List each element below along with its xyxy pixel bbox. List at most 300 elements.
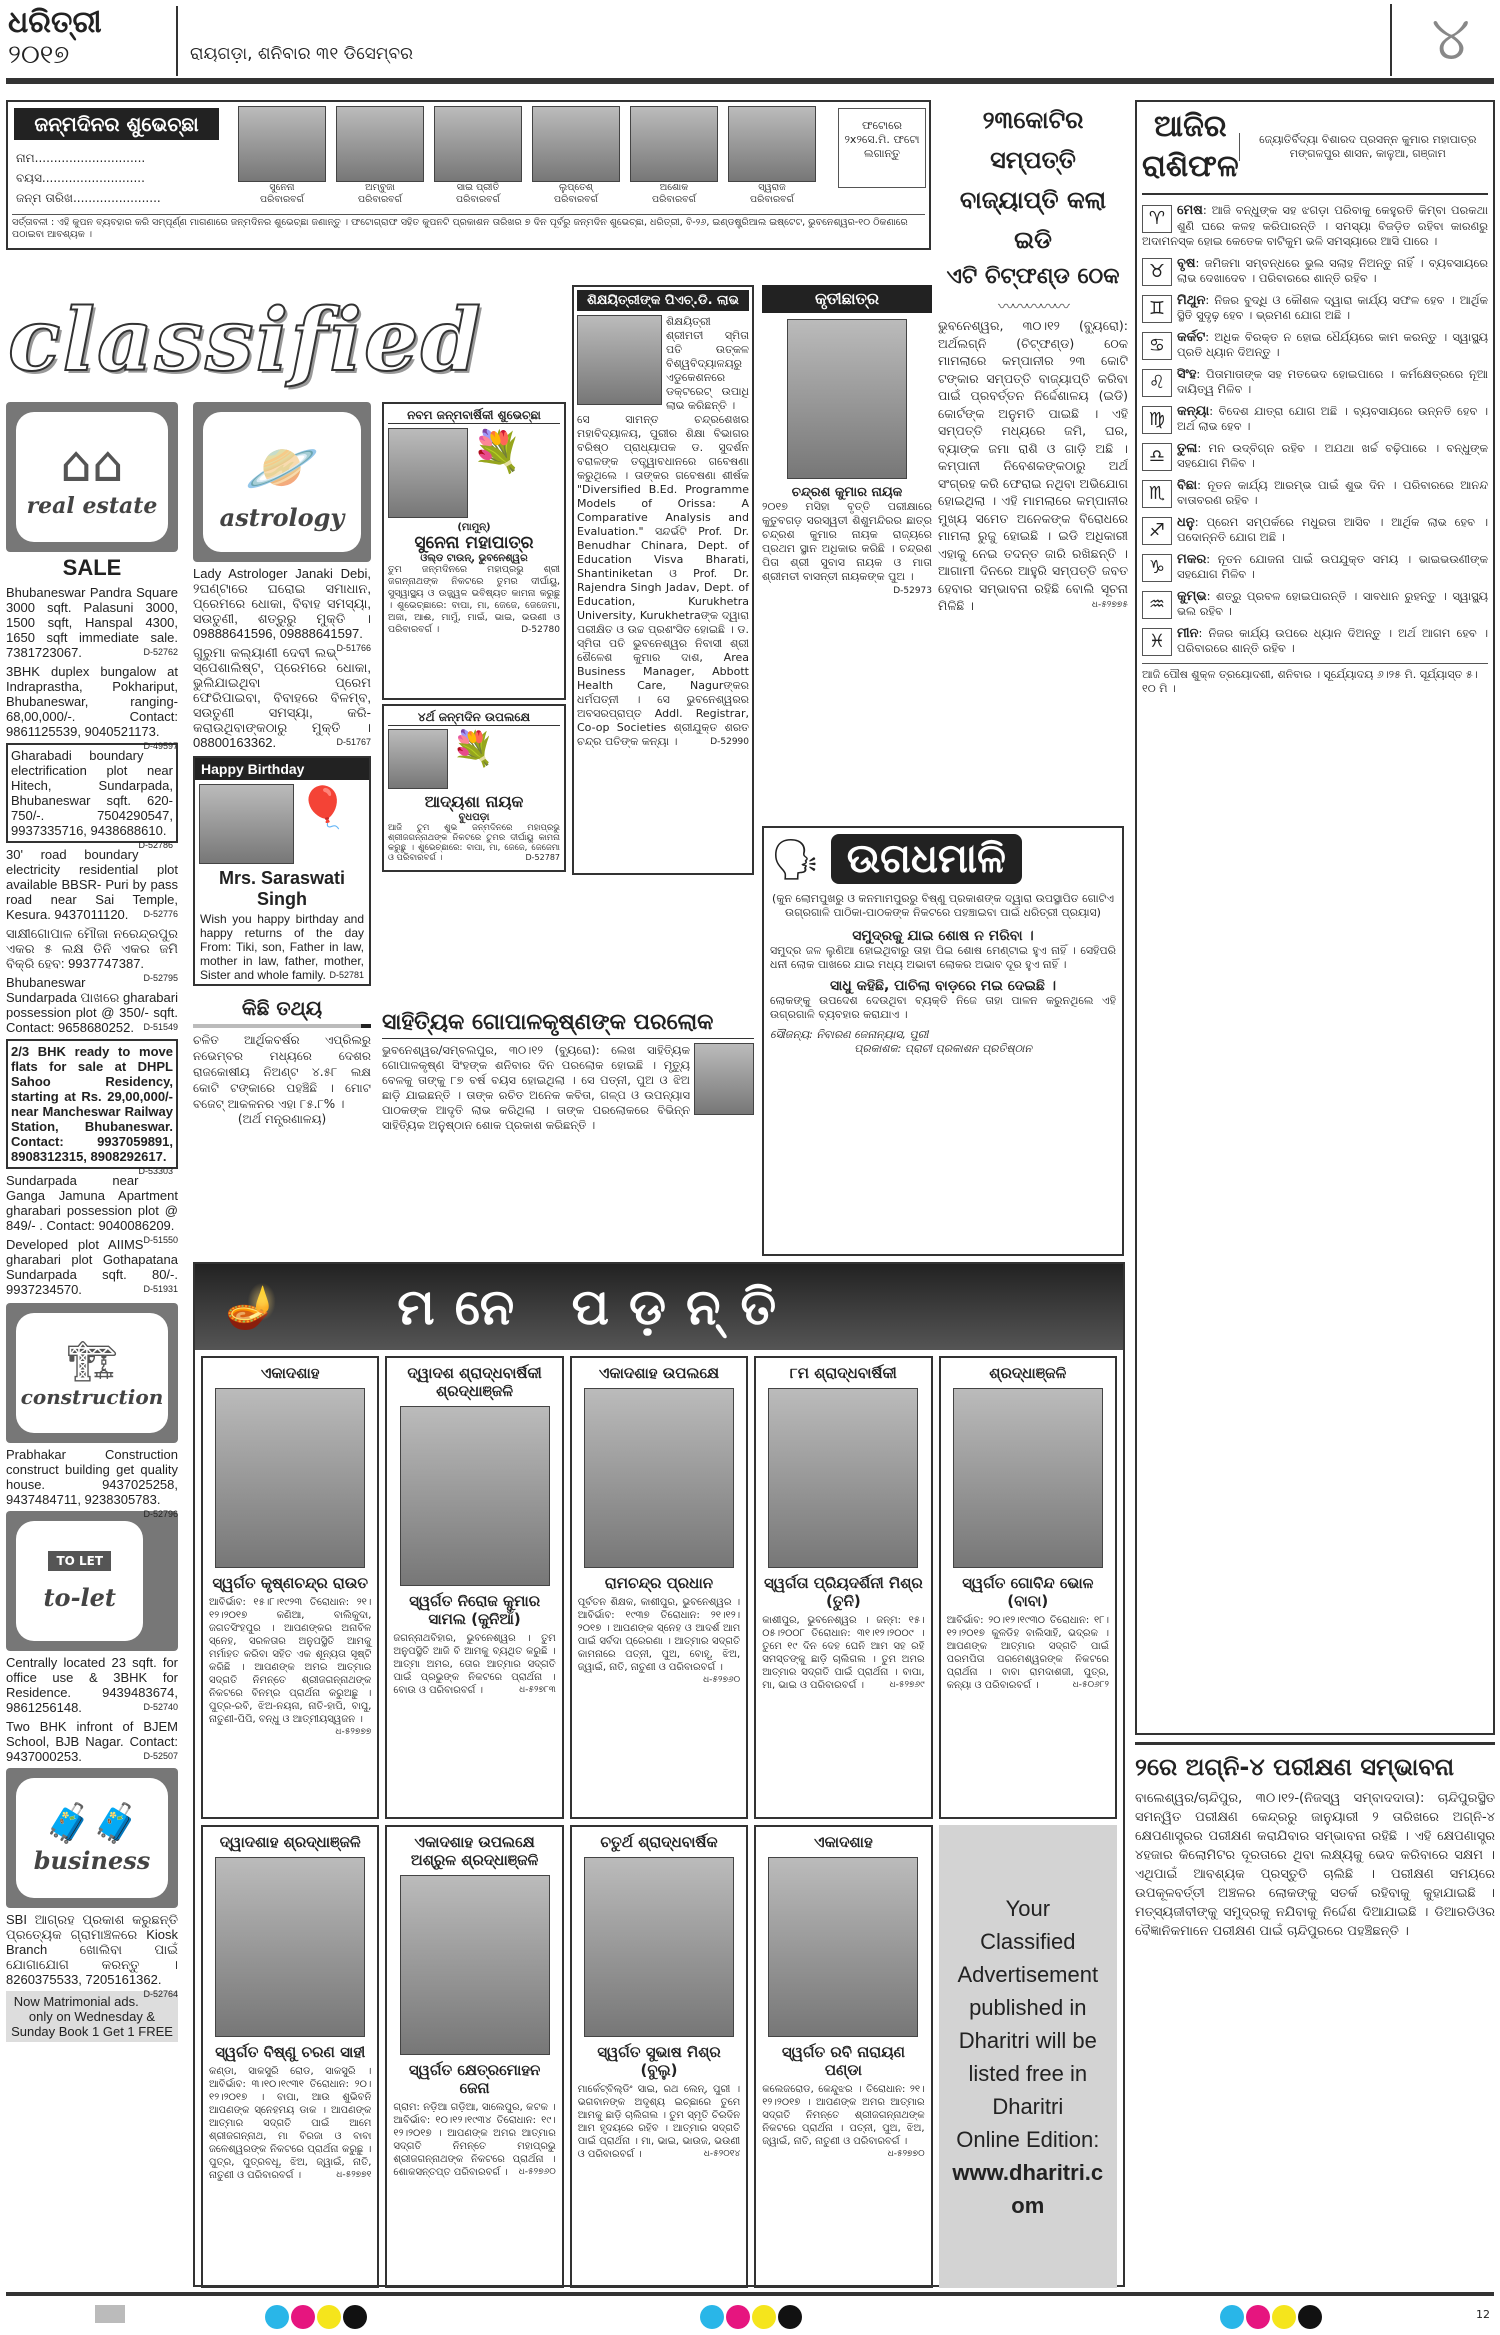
coupon-photo-item [238,106,326,206]
rashi-name: ବିଛା [1177,477,1198,493]
photo [388,428,468,518]
ad-code: D-51550 [143,1235,178,1245]
obituary-card [201,1356,379,1819]
flowers-icon: 💐 [452,729,495,769]
classified-ad [193,566,371,653]
hb-title: Happy Birthday [195,758,369,780]
rashi-name: କୁମ୍ଭ [1177,588,1207,604]
photo-from: ପରିବାରବର୍ଗ [358,194,402,205]
birthday-coupon [6,100,931,250]
ad-text: 2/3 BHK ready to move flats for sale at DHPL Sahoo Residency, starting at Rs. 29,00,000/- near Mancheswar Railway Station, Bhubaneswar. Contact: 9937059891, 8908312315, 8908292617. [11,1044,173,1164]
lead-body [938,317,1128,615]
address: ବୁଧପଡ଼ା [458,812,490,823]
rashi-item: ♒ କୁମ୍ଭ: ଶତ୍ରୁ ପ୍ରବଳ ହୋଇପାରନ୍ତି । ସାବଧାନ ରୁହନ୍ତୁ । ସ୍ୱାସ୍ଥ୍ୟ ଭଲ ରହିବ । [1142,589,1488,620]
classified-ad [193,645,371,750]
facts-title: କିଛି ତଥ୍ୟ [241,996,323,1020]
masthead-logo [8,6,178,76]
ad-code: D-52787 [525,853,560,862]
zodiac-icon: ♊ [1142,295,1172,323]
ad-code: D-52786 [138,840,173,850]
ad-text: Gharabadi boundary electrification plot near Hitech, Sundarpada, Bhubaneswar sqft. 620-750/-. 7504290547, 9937335716, 9438688610. [11,748,173,838]
deceased-name: ସ୍ୱର୍ଗତ ନିରୋଜ କୁମାର ସାମଲ (କୁନିଆଁ) [409,1592,541,1628]
free-ad-line: Advertisement [957,1961,1099,1987]
ad-body [388,823,560,863]
rashi-text: ନୂତନ କାର୍ଯ୍ୟ ଆରମ୍ଭ ପାଇଁ ଶୁଭ ଦିନ । ପରିବାରରେ ଆନନ୍ଦ ବାତାବରଣ ରହିବ । [1177,477,1488,507]
rashi-name: ତୁଳା [1177,440,1198,456]
free-ad-line: Dharitri will be [958,2027,1097,2053]
year: ୨୦୧୭ [8,40,70,70]
rashi-text: ବିଦେଶ ଯାତ୍ରା ଯୋଗ ଅଛି । ବ୍ୟବସାୟରେ ଉନ୍ନତି ହେବ । ଅର୍ଥ ଲାଭ ହେବ । [1177,403,1488,433]
construction-label: construction [20,1384,164,1409]
color-dot [291,2305,315,2329]
ad-code: ଧ-୫୨୭୬୦ [518,2167,556,2177]
classified-ad [6,585,178,660]
photo [953,1388,1103,1568]
rashi-item: ♓ ମୀନ: ନିଜର କାର୍ଯ୍ୟ ଉପରେ ଧ୍ୟାନ ଦିଅନ୍ତୁ । ଅର୍ଥ ଆଗମ ହେବ । ପରିବାରରେ ଶାନ୍ତି ରହିବ । [1142,626,1488,657]
photo-name: ଅଶୋକ [659,182,689,193]
ad-text: Prabhakar Construction construct building get quality house. 9437025258, 9437484711, 9238305783. [6,1447,178,1507]
color-dot [726,2305,750,2329]
photo [215,1388,365,1568]
ad-code: ଧ-୫୨୦୧୪ [703,2149,741,2159]
deceased-name: ରାମଚନ୍ଦ୍ର ପ୍ରଧାନ [604,1574,714,1592]
rashi-item: ♈ ମେଷ: ଆଜି ବନ୍ଧୁଙ୍କ ସହ ଝଗଡ଼ା ପରିବାକୁ କେହୁରତି କିମ୍ବା ପରକଥା ଶୁଣି ଘରେ କଳହ କରିପାରନ୍ତି । ସମସ୍ୟା ବିଜଡ଼ିତ ରହିବା କାରଣରୁ ଅଦାମନସ୍କ ହୋଇ କେତେକ ବାଟିକୁମ ଭଳି ସମସ୍ୟାରେ ଆସି ପାରେ । [1142,203,1488,248]
obituary-text [947,1614,1109,1692]
photo [577,315,662,405]
lead-headline: ୨୩କୋଟିର ସମ୍ପତ୍ତି ବାଜ୍ୟାପ୍ତି କଲା ଇଡି [959,106,1107,254]
balloons-icon: 🎈 [298,785,348,831]
color-dot [317,2305,341,2329]
rashi-name: ଧନୁ [1177,514,1195,530]
photo-name: ସ୍ୱରାଜ [758,182,786,193]
classified-banner: classified [8,290,483,391]
obituary-body: ଆବିର୍ଭାବ: ୧୫।୮।୧୯୨୩ ତିରୋଧାନ: ୨୧।୧୨।୨୦୧୭ କଣିଆ, ବାଲିକୁଦା, ଜଗତସିଂହପୁର । ଆପଣଙ୍କର ଅନାବିଳ ସ୍ନେହ, ସରଳତାର ଅନୁପସ୍ଥିତି ଆମକୁ ମର୍ମାହତ କରିବା ସହିତ ଏକ ଶୂନ୍ୟତା ସୃଷ୍ଟି କରିଛି । ଆପଣଙ୍କ ଅମର ଆତ୍ମାର ସଦ୍‌ଗତି ନିମନ୍ତେ ଶ୍ରୀଜଗନ୍ନାଥଙ୍କ ନିକଟରେ ବିନମ୍ର ପ୍ରାର୍ଥନା କରୁଅଛୁ । ପୁତ୍ର-ରବି, ଝିଅ-ନୟନା, ନାତି-ହାପି, ବାପୁ, ନାତୁଣୀ-ପିପି, ବନ୍ଧୁ ଓ ଆତ୍ମୀୟସ୍ୱଜନ । [209,1597,372,1725]
planet-icon: 🪐 [244,433,320,503]
ad-code: ଧ-୫୦୬୮୨ [1072,1680,1109,1690]
astrologer: ଜ୍ୟୋତିର୍ବିଦ୍ୟା ବିଶାରଦ ପ୍ରସନ୍ନ କୁମାର ମହାପାତ୍ର ମଙ୍ଗଳପୁର ଶାସନ, କାଳୁଆ, ଗଞ୍ଜାମ [1239,133,1488,161]
zodiac-icon: ♍ [1142,406,1172,434]
rashi-text: ପ୍ରେମ ସମ୍ପର୍କରେ ମଧୁରତା ଆସିବ । ଆର୍ଥିକ ଲାଭ ହେବ । ପଦୋନ୍ନତି ଯୋଗ ଅଛି । [1177,514,1488,544]
lead-subhead: ଏଟି ଚିଟ୍‌ଫଣ୍ଡ ଠେକ [946,264,1120,289]
coupon-field[interactable]: ନାମ............................. [16,151,146,165]
hb-text: Wish you happy birthday and happy returns of the day From: Tiki, son, Father in law, mother in law, father, mother, Sister and whole family. [200,912,364,982]
rashi-item: ♋ କର୍କଟ: ଅଧିକ ବିରକ୍ତ ନ ହୋଇ ଧୈର୍ଯ୍ୟରେ କାମ କରନ୍ତୁ । ସ୍ୱାସ୍ଥ୍ୟ ପ୍ରତି ଧ୍ୟାନ ଦିଅନ୍ତୁ । [1142,330,1488,361]
rashi-text: ଶତ୍ରୁ ପ୍ରବଳ ହୋଇପାରନ୍ତି । ସାବଧାନ ରୁହନ୍ତୁ । ସ୍ୱାସ୍ଥ୍ୟ ଭଲ ରହିବ । [1177,588,1488,618]
classified-ad [6,664,178,751]
photo [388,729,448,789]
construction-tile [6,1303,178,1443]
deceased-name: ସ୍ୱର୍ଗତ ସୁଭାଷ ମିଶ୍ର (ବୁଲୁ) [597,2043,721,2079]
deceased-name: ସ୍ୱର୍ଗତ ବିଷ୍ଣୁ ଚରଣ ସାହୀ [215,2043,366,2061]
phd-body [577,413,749,749]
photo [584,1388,734,1568]
business-people-icon: 🧳🧳 [44,1801,140,1845]
obituary-title: ଦ୍ୱାଦଶାହ ଶ୍ରଦ୍ଧାଞ୍ଜଳି [219,1833,361,1851]
rashi-text: ଜମିଜମା ସମ୍ବନ୍ଧରେ ଭୁଲ ସଲାହ ନିଅନ୍ତୁ ନାହିଁ । ବ୍ୟବସାୟରେ ଲାଭ ଦେଖାଦେବ । ପରିବାରରେ ଶାନ୍ତି ରହିବ । [1177,255,1488,285]
deceased-name: ସ୍ୱର୍ଗତ କ୍ଷେତ୍ରମୋହନ ଜେନା [408,2061,541,2097]
hb-name: Mrs. Saraswati Singh [218,868,346,909]
ad-text: 30' road boundary electricity residential plot available BBSR- Puri by pass road near Sai Temple, Kesura. 9437011120. [6,847,178,922]
ad-code: D-52780 [521,625,560,635]
rashi-name: ମୀନ [1177,625,1199,641]
obituary-card [939,1356,1117,1819]
obituary-card [570,1825,748,2288]
rashi-text: ନୂତନ ଯୋଜନା ପାଇଁ ଉପଯୁକ୍ତ ସମୟ । ଭାଇଭଉଣୀଙ୍କ ସହଯୋଗ ମିଳିବ । [1177,551,1488,581]
color-dot [752,2305,776,2329]
photo-name: ଲୁପ୍ତେଶ୍ [559,182,593,193]
classified-ad [6,926,178,983]
ad-code: ଧ-୫୨୭୭୦ [887,2149,925,2159]
ad-code: D-52796 [143,1509,178,1519]
ad-text: SBI ଆଗ୍ରହ ପ୍ରକାଶ କରୁଛନ୍ତି ପ୍ରତ୍ୟେକ ଗ୍ରାମାଞ୍ଚଳରେ Kiosk Branch ଖୋଲିବା ପାଇଁ ଯୋଗାଯୋଗ କରନ୍ତୁ । 8260375533, 7205161362. [6,1912,178,1987]
color-registration-marks [1220,2305,1324,2333]
obituary-card [754,1825,932,2288]
sale-heading: SALE [62,555,122,580]
facts-text: ଚଳିତ ଆର୍ଥିକବର୍ଷର ଏପ୍ରିଲରୁ ନଭେମ୍ବର ମଧ୍ୟରେ ଦେଶର ରାଜକୋଷୀୟ ନିଅଣ୍ଟ ୪.୫୮ ଲକ୍ଷ କୋଟି ଟଙ୍କାରେ ପହଞ୍ଚିଛି । ମୋଟ ବଜେଟ୍ ଆକଳନର ଏହା ୮୫.୮% । [193,1033,371,1111]
color-dot [1220,2305,1244,2329]
rashi-name: ସିଂହ [1177,366,1197,382]
coupon-photo-item [532,106,620,206]
child-name: ଆଦ୍ୟଶା ନାୟକ [424,792,524,811]
real-estate-tile [6,402,178,552]
rashi-name: କର୍କଟ [1177,329,1206,345]
rashi-item: ♊ ମିଥୁନ: ନିଜର ବୁଦ୍ଧି ଓ କୌଶଳ ଦ୍ୱାରା କାର୍ଯ୍ୟ ସଫଳ ହେବ । ଆର୍ଥିକ ସ୍ଥିତି ସୁଦୃଢ଼ ହେବ । ଭ୍ରମଣ ଯୋଗ ଅଛି । [1142,293,1488,324]
rashi-text: ମନ ଉଦ୍‌ବିଗ୍ନ ରହିବ । ଅଯଥା ଖର୍ଚ୍ଚ ବଢ଼ିପାରେ । ବନ୍ଧୁଙ୍କ ସହଯୋଗ ମିଳିବ । [1177,440,1489,470]
ad-text: 3BHK duplex bungalow at Indraprastha, Pokhariput, Bhubaneswar, ranging- 68,00,000/-. Contact: 9861125539, 9040521173. [6,664,178,739]
phd-title: ଶିକ୍ଷୟିତ୍ରୀଙ୍କ ପିଏଚ୍.ଡି. ଲାଭ [577,290,749,311]
wave-divider: 〰〰〰〰〰 [997,297,1068,316]
free-ad-line: published in [969,1994,1087,2020]
ad-code: D-53303 [138,1166,173,1176]
rashi-item: ♎ ତୁଳା: ମନ ଉଦ୍‌ବିଗ୍ନ ରହିବ । ଅଯଥା ଖର୍ଚ୍ଚ ବଢ଼ିପାରେ । ବନ୍ଧୁଙ୍କ ସହଯୋଗ ମିଳିବ । [1142,441,1488,472]
obituary-title: ଏକାଦଶାହ ଉପଲକ୍ଷେ ଅଶ୍ରୁଳ ଶ୍ରଦ୍ଧାଞ୍ଜଳି [410,1833,539,1869]
to-let-tile [6,1511,178,1651]
sahitya-headline: ସାହିତ୍ୟିକ ଗୋପାଳକୃଷ୍ଣଙ୍କ ପରଲୋକ [382,1010,754,1039]
color-dot [1298,2305,1322,2329]
zodiac-icon: ♏ [1142,480,1172,508]
obituary-title: ଏକାଦଶାହ ଉପଲକ୍ଷେ [598,1364,720,1382]
matrimonial-note: Now Matrimonial ads. only on Wednesday & Sunday Book 1 Get 1 FREE [6,1991,178,2042]
phd-body-text: ସେ ସାମନ୍ତ ଚନ୍ଦ୍ରଶେଖର ମହାବିଦ୍ୟାଳୟ, ପୁରୀର ଶିକ୍ଷା ବିଭାଗର ବରିଷ୍ଠ ପ୍ରାଧ୍ୟାପକ ଡ. ସୁଦର୍ଶନ ବରାଳଙ୍କ ତତ୍ତ୍ୱାବଧାନରେ ଗବେଷଣା କରୁଥିଲେ । ତାଙ୍କର ଗବେଷଣା ଶୀର୍ଷକ "Diversified B.Ed. Programme Models of Orissa: A Comparative Analysis and Evaluation." ସନ୍ଦର୍ଭଟି Prof. Dr. Benudhar Chinara, Dept. of Education Visva Bharati, Shantiniketan ଓ Prof. Dr. Rajendra Singh Jadav, Dept. of Education, Kurukhetra University, Kurukhetraଙ୍କ ଦ୍ୱାରା ପରୀକ୍ଷିତ ଓ ଉଚ୍ଚ ପ୍ରଶଂସିତ ହୋଇଛି । ଡ. ସ୍ମିତା ପତି ଭୁବନେଶ୍ୱର ନିବାସୀ ଶ୍ରୀ ଶୈଳେଶ କୁମାର ଦାଶ, Area Business Manager, Abbott Health Care, Nagurଙ୍କର ଧର୍ମପତ୍ନୀ । ସେ ଭୁବନେଶ୍ୱରର ଅବସରପ୍ରାପ୍ତ Addl. Registrar, Co-op Societies ଶ୍ରୀଯୁକ୍ତ ଶରତ ଚନ୍ଦ୍ର ପତିଙ୍କ କନ୍ୟା । [577,413,749,748]
construction-icon: 🏗 [66,1338,118,1385]
photo-name: ସୁନେନା [269,182,295,193]
page-number: ୪ [1390,4,1470,76]
rashi-name: ମକର [1177,551,1207,567]
to-let-house-icon: TO LET [48,1551,111,1571]
color-dot [343,2305,367,2329]
rashi-text: ଆଜି ବନ୍ଧୁଙ୍କ ସହ ଝଗଡ଼ା ପରିବାକୁ କେହୁରତି କିମ୍ବା ପରକଥା ଶୁଣି ଘରେ କଳହ କରିପାରନ୍ତି । ସମସ୍ୟା ବିଜଡ଼ିତ ରହିବା କାରଣରୁ ଅଦାମନସ୍କ ହୋଇ କେତେକ ବାଟିକୁମ ଭଳି ସମସ୍ୟାରେ ଆସି ପାରେ । [1142,203,1488,248]
registration-mark [95,2305,125,2323]
kruti-title: କୃତୀଛାତ୍ର [762,285,932,313]
classified-ad [6,1719,178,1764]
photo [768,1388,918,1568]
photo-name: ଅମ୍ବୁଜା [365,182,395,193]
ad-code: D-51549 [143,1022,178,1032]
deceased-name: ସ୍ୱର୍ଗତ ଗୋବିନ୍ଦ ଭୋଳ (ବାବା) [962,1574,1094,1610]
folio-number: 12 [1476,2308,1490,2321]
zodiac-icon: ♈ [1142,205,1172,233]
classified-ad [6,847,178,922]
deceased-name: ସ୍ୱର୍ଗତ ରବି ନାରାୟଣ ପଣ୍ଡା [781,2043,905,2079]
rashi-name: କନ୍ୟା [1177,403,1210,419]
color-registration-marks [265,2305,369,2333]
ad-title: ନବମ ଜନ୍ମବାର୍ଷିକୀ ଶୁଭେଚ୍ଛା [388,408,560,424]
photo-from: ପରିବାରବର୍ଗ [456,194,500,205]
ad-code: D-52762 [143,647,178,657]
photo [215,1857,365,2037]
lead-news [938,100,1128,820]
color-dot [700,2305,724,2329]
free-ad-line: listed free in [968,2060,1088,2086]
coupon-field[interactable]: ଜନ୍ମ ତାରିଖ....................... [16,191,161,205]
deceased-name: ସ୍ୱର୍ଗତ କୃଷ୍ଣଚନ୍ଦ୍ର ରାଉତ [212,1574,369,1592]
rashi-item: ♑ ମକର: ନୂତନ ଯୋଜନା ପାଇଁ ଉପଯୁକ୍ତ ସମୟ । ଭାଇଭଉଣୀଙ୍କ ସହଯୋଗ ମିଳିବ । [1142,552,1488,583]
publisher: ପ୍ରକାଶକ: ପ୍ରାଚୀ ପ୍ରକାଶନ ପ୍ରତିଷ୍ଠାନ [854,1042,1032,1055]
photo-from: ପରିବାରବର୍ଗ [652,194,696,205]
kruti-text: ୨୦୧୭ ମସିହା ବୃତ୍ତି ପରୀକ୍ଷାରେ କୁତୁବଗଡ଼ ସରସ୍ୱତୀ ଶିଶୁମନ୍ଦିରର ଛାତ୍ର ଚନ୍ଦ୍ରଶ କୁମାର ନାୟକ ରାଜ୍ୟରେ ପ୍ରଥମ ସ୍ଥାନ ଅଧିକାର କରିଛି । ଚନ୍ଦ୍ରଶ ପିତା ଶ୍ରୀ ସୁବାସ ନାୟକ ଓ ମାତା ଶ୍ରୀମତୀ ବାସନ୍ତୀ ନାୟକଙ୍କ ପୁଅ । [762,500,932,583]
free-ad-line: Your [1005,1895,1051,1921]
coupon-fields[interactable] [16,148,161,208]
dateline: ରାୟଗଡ଼ା, ଶନିବାର ୩୧ ଡିସେମ୍ବର [190,44,414,64]
rashi-item: ♌ ସିଂହ: ପିତାମାତାଙ୍କ ସହ ମତଭେଦ ହୋଇପାରେ । କର୍ମକ୍ଷେତ୍ରରେ ନୂଆ ଦାୟିତ୍ୱ ମିଳିବ । [1142,367,1488,398]
ad-code: ଧ-୫୨୭୭୫ [1091,600,1128,610]
color-registration-marks [700,2305,804,2333]
rashi-text: ନିଜର କାର୍ଯ୍ୟ ଉପରେ ଧ୍ୟାନ ଦିଅନ୍ତୁ । ଅର୍ଥ ଆଗମ ହେବ । ପରିବାରରେ ଶାନ୍ତି ରହିବ । [1177,625,1489,655]
rashi-text: ଅଧିକ ବିରକ୍ତ ନ ହୋଇ ଧୈର୍ଯ୍ୟରେ କାମ କରନ୍ତୁ । ସ୍ୱାସ୍ଥ୍ୟ ପ୍ରତି ଧ୍ୟାନ ଦିଅନ୍ତୁ । [1177,329,1489,359]
coupon-photo-item [630,106,718,206]
to-let-ads [6,1655,178,1764]
business-label: business [33,1846,151,1875]
ad-code: ଧ-୫୨୭୬୦ [703,1675,741,1685]
coupon-photos [238,106,816,206]
classified-column-2 [193,402,371,1127]
ad-text: ତୁମ ଜନ୍ମଦିନରେ ମହାପ୍ରଭୁ ଶ୍ରୀ ଜଗନ୍ନାଥଙ୍କ ନିକଟରେ ତୁମର ଦୀର୍ଘାୟୁ, ସୁସ୍ୱାସ୍ଥ୍ୟ ଓ ଉଜ୍ଜ୍ୱଳ ଭବିଷ୍ୟତ କାମନା କରୁଛୁ । ଶୁଭେଚ୍ଛାରେ: ବାପା, ମା, ଜେଜେ, ଜେଜେମା, ଅଜା, ଆଈ, ମାମୁଁ, ମାଇଁ, ଭାଇ, ଭଉଣୀ ଓ ପରିବାରବର୍ଗ । [388,564,560,635]
ad-text: Developed plot AIIMS gharabari plot Gothapatana Sundarpada sqft. 80/-. 9937234570. [6,1237,178,1297]
obituary-title: ଏକାଦଶାହ [260,1364,320,1382]
houses-icon: ⌂⌂ [60,435,124,493]
ad-code: D-52973 [893,586,932,596]
ad-body [388,564,560,636]
astrology-tile [193,402,371,562]
photo [434,106,522,182]
rashi-item: ♉ ବୃଷ: ଜମିଜମା ସମ୍ବନ୍ଧରେ ଭୁଲ ସଲାହ ନିଅନ୍ତୁ ନାହିଁ । ବ୍ୟବସାୟରେ ଲାଭ ଦେଖାଦେବ । ପରିବାରରେ ଶାନ୍ତି ରହିବ । [1142,256,1488,287]
obituary-text [209,2065,371,2182]
obituary-text [578,2083,740,2161]
ad-code: D-52507 [143,1751,178,1761]
newspaper-name: ଧରିତ୍ରୀ [8,5,102,40]
obituary-text [762,1614,924,1692]
color-dot [1246,2305,1270,2329]
classified-ad [6,1655,178,1715]
proverb-2-meaning: ଲୋକଙ୍କୁ ଉପଦେଶ ଦେଉଥିବା ବ୍ୟକ୍ତି ନିଜେ ତାହା ପାଳନ କରୁନଥିଲେ ଏହି ଉଗ୍ରଗାଳି ବ୍ୟବହାର କରାଯାଏ । [770,994,1116,1021]
obituary-text [578,1596,740,1687]
obituary-title: ଏକାଦଶାହ [814,1833,873,1851]
photo [768,1857,918,2037]
ad-code: D-52764 [143,1989,178,1999]
rashi-text: ନିଜର ବୁଦ୍ଧି ଓ କୌଶଳ ଦ୍ୱାରା କାର୍ଯ୍ୟ ସଫଳ ହେବ । ଆର୍ଥିକ ସ୍ଥିତି ସୁଦୃଢ଼ ହେବ । ଭ୍ରମଣ ଯୋଗ ଅଛି । [1177,292,1488,322]
obituary-body: ଆବିର୍ଭାବ: ୨୦।୧୨।୧୯୩୦ ତିରୋଧାନ: ୧୮।୧୨।୨୦୧୭ କୁଳଡିହ ବାଲିସାହି, ଭଦ୍ରକ । ଆପଣଙ୍କ ଆତ୍ମାର ସଦ୍‌ଗତି ପାଇଁ ପରମପିତା ପରମେଶ୍ୱରଙ୍କ ନିକଟରେ ପ୍ରାର୍ଥନା । ବାବା ରାମଦାଶଜୀ, ପୁତ୍ର, କନ୍ୟା ଓ ପରିବାରବର୍ଗ । [946,1615,1109,1691]
ad-code: D-52795 [143,973,178,983]
free-ad-line: Online Edition: [956,2126,1100,2152]
ad-code: D-52781 [329,970,364,980]
real-estate-label: real estate [26,493,158,519]
obituary-card [201,1825,379,2288]
deceased-name: ସ୍ୱର୍ଗତା ପ୍ରିୟଦର୍ଶିନୀ ମିଶ୍ର (ତୁନି) [763,1574,923,1610]
photo [694,1043,754,1115]
photo [728,106,816,182]
zodiac-icon: ♑ [1142,554,1172,582]
obituary-body: ମାର୍କେଟ୍‌ବିଲ୍ଡିଂ ସାଇ, ରଥ ଲେନ୍, ପୁରୀ । ଭଗବାନଙ୍କ ଅଦୃଶ୍ୟ ଇଚ୍ଛାରେ ତୁମେ ଆମକୁ ଛାଡ଼ି ଚାଲିଗଲ । ତୁମ ସ୍ମୃତି ଚିରଦିନ ଆମ ହୃଦୟରେ ରହିବ । ଆତ୍ମାର ସଦ୍‌ଗତି ପାଇଁ ପ୍ରାର୍ଥନା । ମା, ଭାଇ, ଭାଉଜ, ଭଉଣୀ ଓ ପରିବାରବର୍ଗ । [577,2084,741,2160]
photo-from: ପରିବାରବର୍ଗ [750,194,794,205]
ad-text: Bhubaneswar Sundarpada ପାଖରେ gharabari possession plot @ 350/- sqft. Contact: 9658680252. [6,975,178,1035]
ad-text: ଆଜି ତୁମ ଶୁଭ ଜନ୍ମଦିନରେ ମହାପ୍ରଭୁ ଶ୍ରୀଜଗନ୍ନାଥଙ୍କ ନିକଟରେ ତୁମର ଦୀର୍ଘାୟୁ କାମନା କରୁଛୁ । ଶୁଭେଚ୍ଛାରେ: ବାପା, ମା, ଜେଜେ, ଜେଜେମା ଓ ପରିବାରବର୍ଗ । [388,823,560,863]
proverb-1-meaning: ସମୁଦ୍ର ଜଳ ଲୁଣିଆ ହୋଇଥିବାରୁ ତାହା ପିଇ ଶୋଷ ମେଣ୍ଟାଇ ହୁଏ ନାହିଁ । ସେହିପରି ଧନୀ ଲୋକ ପାଖରେ ଯାଇ ମଧ୍ୟ ଅଭାବୀ ଲୋକର ଅଭାବ ଦୂର ହୁଏ ନାହିଁ । [770,944,1116,971]
mane-padanti-banner [195,1264,1123,1350]
coupon-photo-item [434,106,522,206]
free-ad-line: Classified [980,1928,1076,1954]
child-name: ସୁନେନା ମହାପାତ୍ର [414,533,534,553]
photo-from: ପରିବାରବର୍ଗ [554,194,598,205]
obituary-title: ଶ୍ରଦ୍ଧାଞ୍ଜଳି [989,1364,1067,1382]
ugadhamali-subtitle: (କୁନ ଲୋମପୁଖରୁ ଓ କନମାମପୁରରୁ ବିଷ୍ଣୁ ପ୍ରକାଶଙ୍କ ଦ୍ୱାରା ଉପସ୍ଥାପିତ ଗୋଟିଏ ଉଗ୍ରଗାଳି ପାଠିକା-ପାଠକଙ୍କ ନିକଟରେ ପହଞ୍ଚାଇବା ପାଇଁ ଧରିତ୍ରୀ ପ୍ରୟାସ) [772,892,1114,919]
ad-code: ଧ-୫୨୭୬୯ [889,1680,925,1690]
photo-name: ସାଇ ପ୍ରୀତି [456,182,500,193]
obituary-text [393,1632,555,1697]
ad-code: D-51767 [336,737,371,747]
facts-source: (ଅର୍ଥ ମନ୍ତ୍ରଣାଳୟ) [237,1112,327,1126]
agni-news [1135,1742,1495,2287]
obituary-card [754,1356,932,1819]
zodiac-icon: ♓ [1142,628,1172,656]
obituary-text [762,2083,924,2161]
ad-code: D-51766 [336,643,371,653]
color-dot [778,2305,802,2329]
photo [400,1875,550,2055]
obituary-grid [195,1350,1123,2294]
classified-column-1 [6,402,178,2042]
kruti-chhatra [762,285,932,598]
rashifala-title: ଆଜିର ରାଶିଫଳ [1142,109,1239,184]
business-ad [6,1912,178,1999]
facts-rule [193,1024,371,1028]
obituary-body: କଣ୍ଡା, ସାକସୁରି ରୋଡ, ସାକସୁରି । ଆବିର୍ଭାବ: ୩।୧୦।୧୯୩୧ ତିରୋଧାନ: ୨୦।୧୨।୨୦୧୭ । ବାପା, ଆଉ ଶୁଭିବନି ଆପଣଙ୍କ ସ୍ନେହମୟ ଡାକ । ଆପଣଙ୍କ ଆତ୍ମାର ସଦ୍‌ଗତି ପାଇଁ ଆମେ ଶ୍ରୀଜଗନ୍ନାଥ, ମା ବିରଜା ଓ ବାବା ଜଳେଶ୍ୱରଙ୍କ ନିକଟରେ ପ୍ରାର୍ଥନା କରୁଛୁ । ପୁତ୍ର, ପୁତ୍ରବଧୂ, ଝିଅ, ଜ୍ୱାଇଁ, ନାତି, ନାତୁଣୀ ଓ ପରିବାରବର୍ଗ । [209,2066,372,2181]
courtesy: ସୌଜନ୍ୟ: ନିବାରଣ ଜେନାନ୍ୟାସ, ପୁରୀ [770,1028,929,1041]
coupon-field[interactable]: ବୟସ........................... [16,171,145,185]
ad-code: ଧ-୫୨୭୭୭ [335,1727,372,1737]
phd-news [572,285,754,875]
photo [238,106,326,182]
photo [584,1857,734,2037]
classified-ad [6,1039,178,1176]
zodiac-icon: ♎ [1142,443,1172,471]
obituary-title: ଦ୍ୱାଦଶ ଶ୍ରାଦ୍ଧବାର୍ଷିକୀ ଶ୍ରଦ୍ଧାଞ୍ଜଳି [407,1364,542,1400]
classified-ad [6,1173,178,1245]
photo [199,784,294,864]
astrology-ads [193,566,371,750]
proverb-1: ସମୁଦ୍ରକୁ ଯାଇ ଶୋଷ ନ ମରିବା । [852,928,1034,944]
obituary-text [209,1596,371,1739]
ad-text: Sundarpada near Ganga Jamuna Apartment gharabari possession plot @ 849/- . Contact: 9040086209. [6,1173,178,1233]
ad-text: Lady Astrologer Janaki Debi, ୨ଘଣ୍ଟାରେ ଘରୋଇ ସମାଧାନ, ପ୍ରେମରେ ଧୋକା, ବିବାହ ସମସ୍ୟା, ସଉତୁଣୀ, ଶତ୍ରୁରୁ ମୁକ୍ତି । 09888641596, 09888641597. [193,566,371,641]
agni-body: ବାଲେଶ୍ୱର/ଚାନ୍ଦିପୁର, ୩୦।୧୨-(ନିଜସ୍ୱ ସମ୍ବାଦଦାତା): ଚାନ୍ଦିପୁରସ୍ଥିତ ସମନ୍ୱିତ ପରୀକ୍ଷଣ କେନ୍ଦ୍ରରୁ ଜାନୁୟାରୀ ୨ ତାରିଖରେ ଅଗ୍ନି-୪ କ୍ଷେପଣାସ୍ତ୍ରର ପରୀକ୍ଷଣ କରାଯିବାର ସମ୍ଭାବନା ରହିଛି । ଏହି କ୍ଷେପଣାସ୍ତ୍ର ୪ହଜାର କିଲୋମିଟର ଦୂରତାରେ ଥିବା ଲକ୍ଷ୍ୟକୁ ଭେଦ କରିବାରେ ସକ୍ଷମ । ଏଥିପାଇଁ ଆବଶ୍ୟକ ପ୍ରସ୍ତୁତି ଚାଲିଛି । ପରୀକ୍ଷଣ ସମୟରେ ଉପକୂଳବର୍ତ୍ତୀ ଅଞ୍ଚଳର ଲୋକଙ୍କୁ ସତର୍କ ରହିବାକୁ କୁହାଯାଇଛି । ମତ୍ସ୍ୟଜୀବୀଙ୍କୁ ସମୁଦ୍ରକୁ ନଯିବାକୁ ନିର୍ଦ୍ଦେଶ ଦିଆଯାଇଛି । ଡିଆରଡିଓର ବୈଜ୍ଞାନିକମାନେ ପରୀକ୍ଷଣ ପାଇଁ ଚାନ୍ଦିପୁରରେ ପହଞ୍ଚିଛନ୍ତି । [1135,1791,1495,1939]
ad-text: Bhubaneswar Pandra Square 3000 sqft. Palasuni 3000, 1500 sqft, Hanspal 4300, 1650 sqft immediate sale. 7381723067. [6,585,178,660]
rashi-item: ♐ ଧନୁ: ପ୍ରେମ ସମ୍ପର୍କରେ ମଧୁରତା ଆସିବ । ଆର୍ଥିକ ଲାଭ ହେବ । ପଦୋନ୍ନତି ଯୋଗ ଅଛି । [1142,515,1488,546]
ninth-birthday-ad [382,402,566,700]
coupon-title: ଜନ୍ମଦିନର ଶୁଭେଚ୍ଛା [14,108,219,140]
obituary-body: ପୂର୍ବତନ ଶିକ୍ଷକ, କାଶୀପୁର, ଭୁବନେଶ୍ୱର । ଆବିର୍ଭାବ: ୧୯୩୭ ତିରୋଧାନ: ୨୧।୧୨।୨୦୧୭ । ଆପଣଙ୍କ ସ୍ନେହ ଓ ଆଦର୍ଶ ଆମ ପାଇଁ ସର୍ବଦା ପ୍ରେରଣା । ଆତ୍ମାର ସଦ୍‌ଗତି କାମନାରେ ପତ୍ନୀ, ପୁଅ, ବୋହୂ, ଝିଅ, ଜ୍ୱାଇଁ, ନାତି, ନାତୁଣୀ ଓ ପରିବାରବର୍ଗ । [577,1597,741,1673]
website-link[interactable]: www.dharitri.com [952,2159,1104,2218]
photo [532,106,620,182]
obituary-body: କଲେଜରୋଡ, କେନ୍ଦୁଝର । ତିରୋଧାନ: ୨୧।୧୨।୨୦୧୭ । ଆପଣଙ୍କ ଅମର ଆତ୍ମାର ସଦ୍‌ଗତି ନିମନ୍ତେ ଶ୍ରୀଜଗନ୍ନାଥଙ୍କ ନିକଟରେ ପ୍ରାର୍ଥନା । ପତ୍ନୀ, ପୁଅ, ଝିଅ, ଜ୍ୱାଇଁ, ନାତି, ନାତୁଣୀ ଓ ପରିବାରବର୍ଗ । [762,2084,925,2147]
address: ଓଲ୍ଡ ଟାଉନ୍, ଭୁବନେଶ୍ୱର [420,553,528,564]
obituary-body: ଜଗନ୍ନାଥବିହାର, ଭୁବନେଶ୍ୱର । ତୁମ ଅନୁପସ୍ଥିତି ଆଜି ବି ଆମକୁ ବ୍ୟଥିତ କରୁଛି । ଆତ୍ମା ଅମର, ତୋର ଆତ୍ମାର ସଦ୍‌ଗତି ପାଇଁ ପ୍ରଭୁଙ୍କ ନିକଟରେ ପ୍ରାର୍ଥନା । ବୋଉ ଓ ପରିବାରବର୍ଗ । [393,1633,556,1696]
mane-padanti-section [193,1262,1125,2287]
zodiac-icon: ♉ [1142,258,1172,286]
photo [630,106,718,182]
ad-code: D-49597 [143,741,178,751]
photo-instructions: ଫଟୋରେ ୨x୨ସେ.ମି. ଫଟୋ ଲଗାନ୍ତୁ [838,108,926,188]
color-dot [1272,2305,1296,2329]
rashi-name: ବୃଷ [1177,255,1196,271]
zodiac-icon: ♒ [1142,591,1172,619]
pointing-man-icon: 🗣 [770,836,821,883]
banner-title: ମନେ ପଡ଼ନ୍ତି [397,1277,797,1336]
photo [336,106,424,182]
agni-headline: ୨ରେ ଅଗ୍ନି-୪ ପରୀକ୍ଷଣ ସମ୍ଭାବନା [1135,1742,1495,1781]
ad-code: D-51931 [143,1284,178,1294]
rashi-item: ♏ ବିଛା: ନୂତନ କାର୍ଯ୍ୟ ଆରମ୍ଭ ପାଇଁ ଶୁଭ ଦିନ । ପରିବାରରେ ଆନନ୍ଦ ବାତାବରଣ ରହିବ । [1142,478,1488,509]
rashi-name: ମେଷ [1177,203,1203,218]
zodiac-icon: ♐ [1142,517,1172,545]
ad-code: D-52776 [143,909,178,919]
sahitya-body: ଭୁବନେଶ୍ୱର/ସମ୍ବଲପୁର, ୩୦।୧୨ (ବ୍ୟୁରୋ): ଲେଖ ସାହିତ୍ୟିକ ଗୋପାଳକୃଷ୍ଣ ସିଂହଙ୍କ ଶନିବାର ଦିନ ପରଲୋକ ହୋଇଛି । ମୃତ୍ୟୁ ବେଳକୁ ତାଙ୍କୁ ୮୭ ବର୍ଷ ବୟସ ହୋଇଥିଲା । ସେ ପତ୍ନୀ, ପୁଅ ଓ ଝିଅ ଛାଡ଼ି ଯାଇଛନ୍ତି । ତାଙ୍କ ରଚିତ ଅନେକ କବିତା, ଗଳ୍ପ ଓ ଉପନ୍ୟାସ ପାଠକଙ୍କ ଆଦୃତି ଲାଭ କରିଥିଲା । ତାଙ୍କ ପରଲୋକରେ ବିଭିନ୍ନ ସାହିତ୍ୟିକ ଅନୁଷ୍ଠାନ ଶୋକ ପ୍ରକାଶ କରିଛନ୍ତି । [382,1043,690,1132]
phd-lead: ଶିକ୍ଷୟିତ୍ରୀ ଶ୍ରୀମତୀ ସ୍ମିତା ପତି ଉତ୍କଳ ବିଶ୍ୱବିଦ୍ୟାଳୟରୁ ଏଡୁକେଶନରେ ଡକ୍ଟରେଟ୍ ଉପାଧି ଲାଭ କରିଛନ୍ତି । [666,315,749,412]
happy-birthday-ad [193,756,371,986]
fourth-birthday-ad [382,704,566,872]
coupon-terms: ସର୍ତ୍ତାବଳୀ : ଏହି କୁପନ ବ୍ୟବହାର କରି ସମ୍ପୂର୍ଣ୍ଣ ମାଗଣାରେ ଜନ୍ମଦିନର ଶୁଭେଚ୍ଛା ଜଣାନ୍ତୁ । ଫଟୋଗ୍ରାଫ ସହିତ କୁପନଟି ପ୍ରକାଶନ ତାରିଖର ୭ ଦିନ ପୂର୍ବରୁ ଜନ୍ମଦିନ ଶୁଭେଚ୍ଛା, ଧରିତ୍ରୀ, ବି-୨୬, ଇଣ୍ଡଷ୍ଟ୍ରିଆଲ ଇଷ୍ଟେଟ, ଭୁବନେଶ୍ୱର-୧୦ ଠିକଣାରେ ପଠାଇବା ଆବଶ୍ୟକ । [12,214,925,241]
photo [400,1406,550,1586]
zodiac-icon: ♋ [1142,332,1172,360]
ad-text: ଗୁରୁମା କଲ୍ୟାଣୀ ଦେବୀ ଲଭ୍ ସ୍ପେଶାଲିଷ୍ଟ, ପ୍ରେମରେ ଧୋକା, ଭୁଲିଯାଇଥିବା ପ୍ରେମ ଫେରିପାଇବା, ବିବାହରେ ବିଳମ୍ବ, ସଉତୁଣୀ ସମସ୍ୟା, କରି-କରାଉଥିବାଙ୍କଠାରୁ ମୁକ୍ତି । 08800163362. [193,645,371,750]
obituary-body: କାଶୀପୁର, ଭୁବନେଶ୍ୱର । ଜନ୍ମ: ୧୫।୦୫।୨୦୦୮ ତିରୋଧାନ: ୩୧।୧୨।୨୦୦୯ । ତୁମେ ୧୯ ଦିନ ଦେହ ଘେନି ଆମ ସହ ରହି ସମସ୍ତଙ୍କୁ ଛାଡ଼ି ଚାଲିଗଲ । ତୁମ ଅମର ଆତ୍ମାର ସଦ୍‌ଗତି ପାଇଁ ପ୍ରାର୍ଥନା । ବାପା, ମା, ଭାଇ ଓ ପରିବାରବର୍ଗ । [762,1615,925,1691]
ad-code: ଧ-୫୨୭୮୩ [519,1685,556,1695]
rashi-text: ପିତାମାତାଙ୍କ ସହ ମତଭେଦ ହୋଇପାରେ । କର୍ମକ୍ଷେତ୍ରରେ ନୂଆ ଦାୟିତ୍ୱ ମିଳିବ । [1177,366,1489,396]
ad-code: D-52740 [143,1702,178,1712]
flowers-icon: 💐 [472,429,522,475]
panjika: ଆଜି ପୌଷ ଶୁକ୍ଳ ତ୍ରୟୋଦଶୀ, ଶନିବାର । ସୂର୍ଯ୍ୟୋଦୟ ୬।୨୫ ମି. ସୂର୍ଯ୍ୟାସ୍ତ ୫।୧୦ ମି । [1142,663,1488,696]
to-let-label: to-let [43,1582,116,1612]
kruti-body [762,500,932,596]
sahitya-news [382,1010,754,1255]
rashi-list [1142,203,1488,657]
ad-text: ସାକ୍ଷୀଗୋପାଳ ମୌଜା ନରେନ୍ଦ୍ରପୁର ଏକର ୫ ଲକ୍ଷ ତିନି ଏକର ଜମି ବିକ୍ରି ହେବ: 9937747387. [6,926,178,971]
ugadhamali [762,826,1124,1256]
ad-title: ୪ର୍ଥ ଜନ୍ମଦିନ ଉପଲକ୍ଷେ [388,710,560,726]
coupon-photo-item [728,106,816,206]
construction-ad [6,1447,178,1519]
photo [787,319,907,479]
footer-rule [6,2292,1494,2296]
proverb-2: ସାଧୁ କହିଛି, ପାଚିଲା ବାଡ଼ରେ ମଇ ଦେଇଛି । [829,978,1057,994]
ad-text: Two BHK infront of BJEM School, BJB Nagar. Contact: 9437000253. [6,1719,178,1764]
classified-ad [6,743,178,850]
business-tile [6,1768,178,1908]
astrology-label: astrology [219,503,345,532]
header-rule [6,78,1494,84]
ugadhamali-title: ଉଗଧମାଳି [831,834,1022,884]
free-listing-ad [939,1825,1117,2288]
rashi-name: ମିଥୁନ [1177,292,1206,308]
